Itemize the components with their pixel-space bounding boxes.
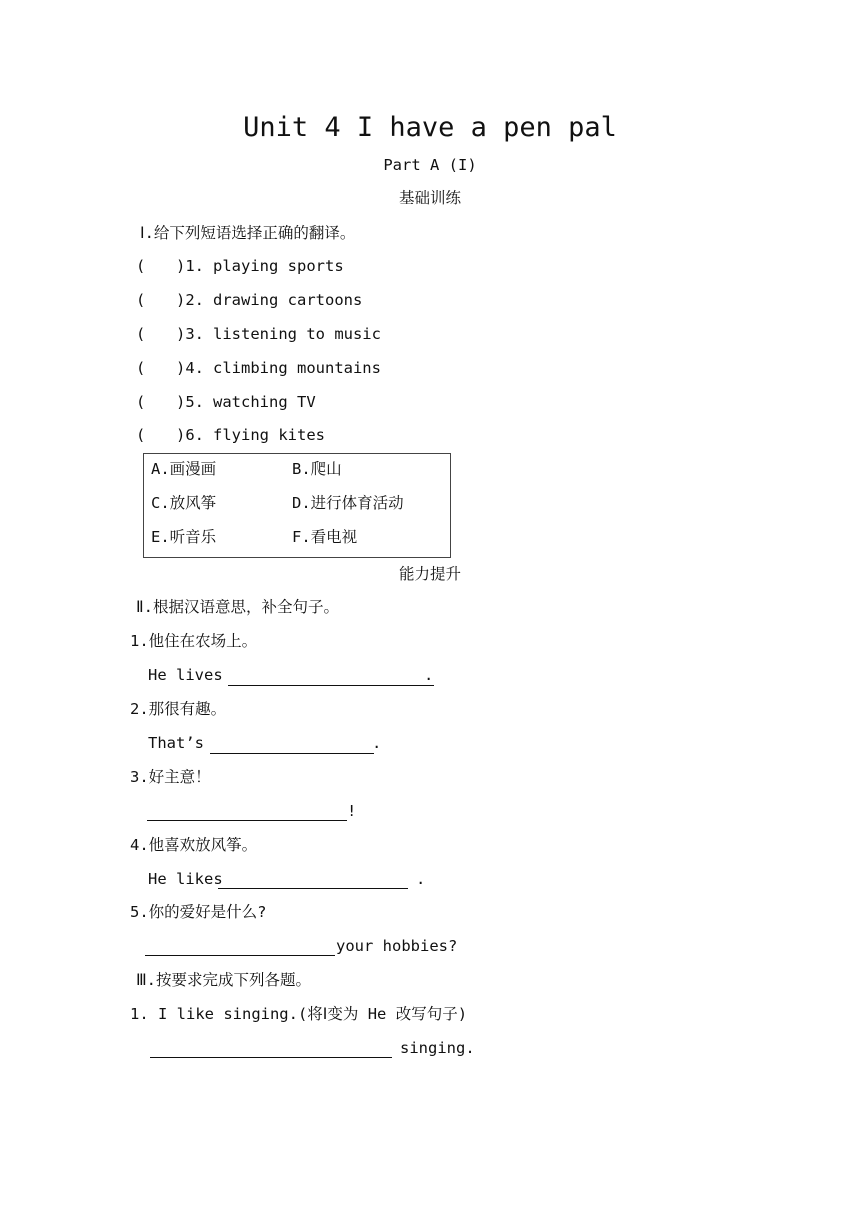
option-b: B.爬山 bbox=[292, 460, 342, 478]
section-ability-label: 能力提升 bbox=[398, 565, 461, 583]
answer-paren: ( bbox=[136, 325, 146, 343]
answer-blank[interactable] bbox=[147, 820, 347, 821]
answer-blank[interactable] bbox=[228, 685, 434, 686]
page-title: Unit 4 I have a pen pal bbox=[243, 112, 617, 143]
answer-paren: ( bbox=[136, 426, 146, 444]
phrase-text: climbing mountains bbox=[213, 359, 381, 377]
phrase-text: drawing cartoons bbox=[213, 291, 363, 309]
item-number: )1. bbox=[176, 257, 204, 275]
chinese-prompt: 3.好主意！ bbox=[130, 768, 211, 786]
sentence-suffix: ! bbox=[347, 802, 357, 820]
chinese-prompt: 1.他住在农场上。 bbox=[130, 632, 258, 650]
item-number: )5. bbox=[176, 393, 204, 411]
item-number: )3. bbox=[176, 325, 204, 343]
item-number: )2. bbox=[176, 291, 204, 309]
phrase-text: watching TV bbox=[213, 393, 316, 411]
answer-paren: ( bbox=[136, 291, 146, 309]
option-a: A.画漫画 bbox=[151, 460, 217, 478]
answer-blank[interactable] bbox=[210, 753, 374, 754]
section1-heading: Ⅰ.给下列短语选择正确的翻译。 bbox=[140, 224, 356, 242]
item-number: )4. bbox=[176, 359, 204, 377]
chinese-prompt: 2.那很有趣。 bbox=[130, 700, 227, 718]
answer-blank[interactable] bbox=[145, 955, 335, 956]
answer-paren: ( bbox=[136, 257, 146, 275]
answer-paren: ( bbox=[136, 393, 146, 411]
option-f: F.看电视 bbox=[292, 528, 358, 546]
sentence-suffix: . bbox=[416, 870, 426, 888]
item-number: )6. bbox=[176, 426, 204, 444]
chinese-prompt: 5.你的爱好是什么? bbox=[130, 903, 267, 921]
section3-heading: Ⅲ.按要求完成下列各题。 bbox=[136, 971, 312, 989]
answer-blank[interactable] bbox=[218, 888, 408, 889]
phrase-text: playing sports bbox=[213, 257, 344, 275]
section2-heading: Ⅱ.根据汉语意思，补全句子。 bbox=[136, 598, 339, 616]
sentence-suffix: your hobbies? bbox=[336, 937, 458, 955]
sentence-suffix: singing. bbox=[400, 1039, 475, 1057]
sentence-prefix: That’s bbox=[148, 734, 204, 752]
option-d: D.进行体育活动 bbox=[292, 494, 404, 512]
question-text: 1. I like singing.(将Ⅰ变为 He 改写句子) bbox=[130, 1005, 468, 1023]
sentence-suffix: . bbox=[424, 666, 434, 684]
phrase-text: listening to music bbox=[213, 325, 381, 343]
section-basic-label: 基础训练 bbox=[398, 189, 461, 207]
answer-blank[interactable] bbox=[150, 1057, 392, 1058]
option-c: C.放风筝 bbox=[151, 494, 217, 512]
chinese-prompt: 4.他喜欢放风筝。 bbox=[130, 836, 258, 854]
part-label: Part A (I) bbox=[383, 156, 477, 174]
sentence-prefix: He likes bbox=[148, 870, 223, 888]
option-e: E.听音乐 bbox=[151, 528, 217, 546]
sentence-prefix: He lives bbox=[148, 666, 223, 684]
answer-paren: ( bbox=[136, 359, 146, 377]
sentence-suffix: . bbox=[372, 734, 382, 752]
phrase-text: flying kites bbox=[213, 426, 325, 444]
